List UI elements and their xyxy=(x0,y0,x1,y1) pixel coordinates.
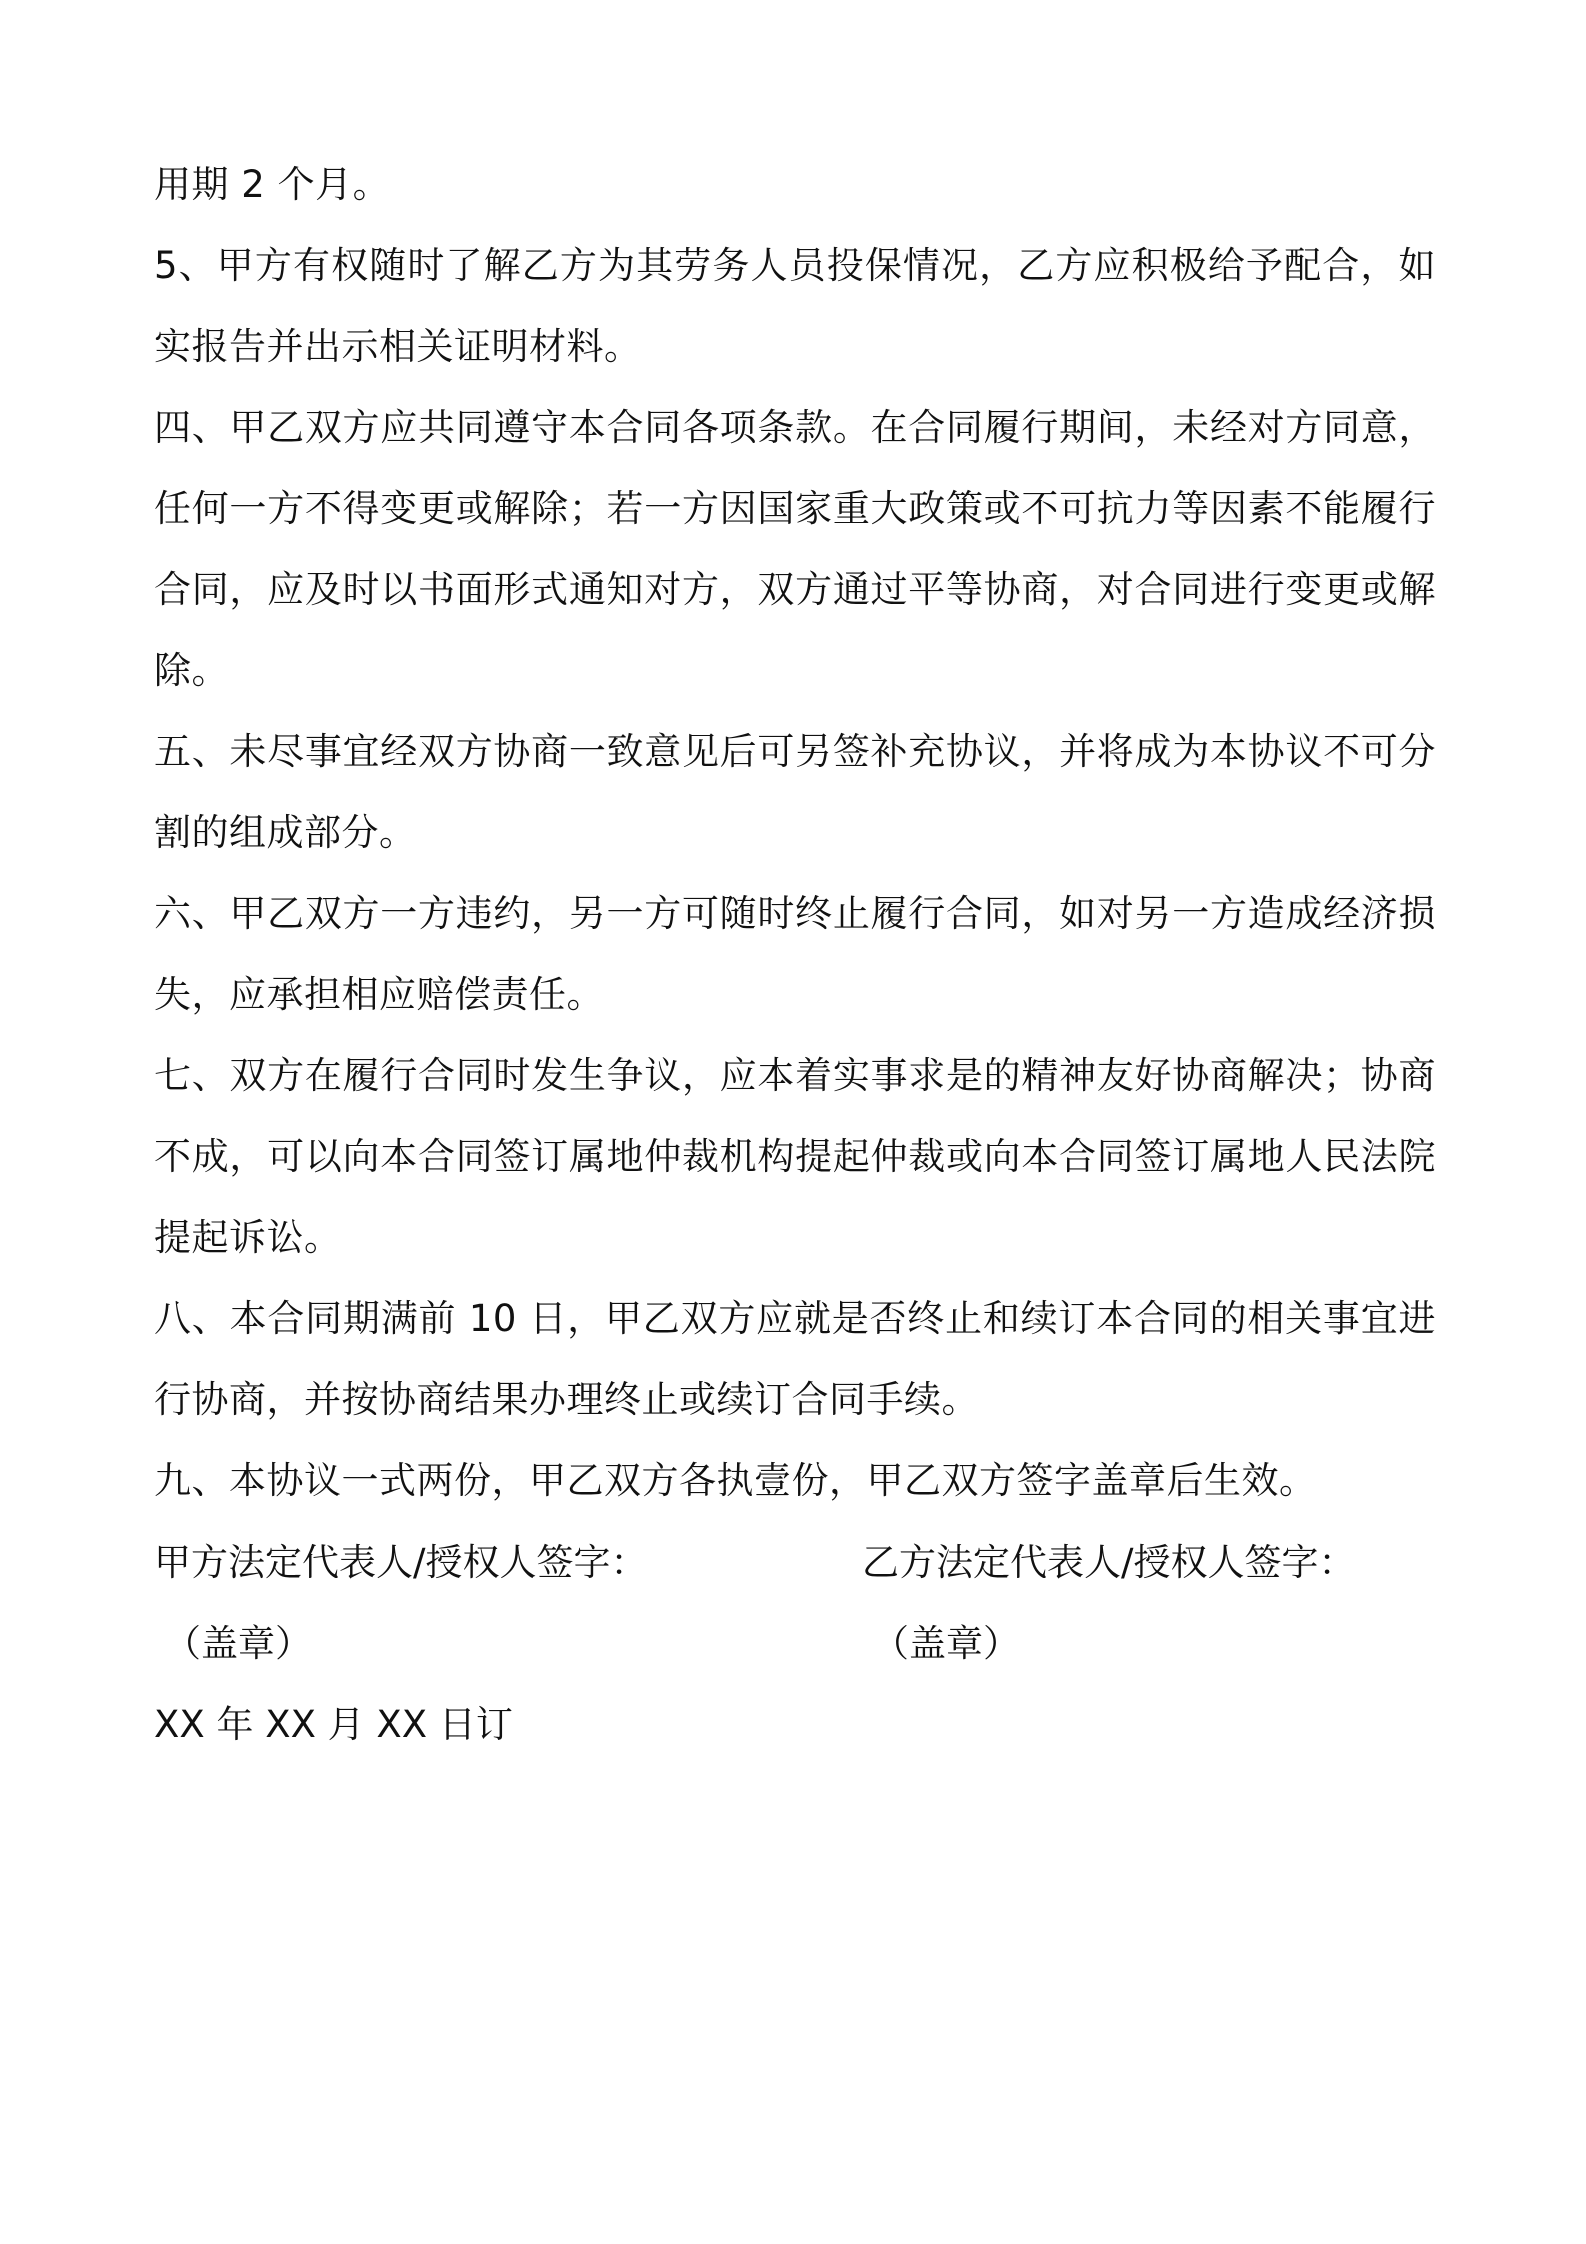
party-a-seal-label: （盖章） xyxy=(164,1622,312,1665)
seal-row xyxy=(154,1603,1436,1684)
signature-row xyxy=(154,1522,1436,1603)
paragraph-clause-4-compliance: 四、甲乙双方应共同遵守本合同各项条款。在合同履行期间，未经对方同意，任何一方不得变更或解除；若一方因国家重大政策或不可抗力等因素不能履行合同，应及时以书面形式通知对方，双方通过平等协商，对合同进行变更或解除。 xyxy=(154,406,1436,692)
party-b-seal-label: （盖章） xyxy=(872,1622,1020,1665)
paragraph-clause-5-supplement: 五、未尽事宜经双方协商一致意见后可另签补充协议，并将成为本协议不可分割的组成部分。 xyxy=(154,730,1436,854)
contract-body xyxy=(154,144,1436,1521)
paragraph-probation-period: 用期 2 个月。 xyxy=(154,163,391,206)
party-a-signature-label: 甲方法定代表人/授权人签字： xyxy=(154,1541,648,1584)
signing-date: XX 年 XX 月 XX 日订 xyxy=(154,1703,513,1746)
paragraph-clause-7-dispute: 七、双方在履行合同时发生争议，应本着实事求是的精神友好协商解决；协商不成，可以向本合同签订属地仲裁机构提起仲裁或向本合同签订属地人民法院提起诉讼。 xyxy=(154,1054,1436,1259)
paragraph-clause-8-renewal: 八、本合同期满前 10 日，甲乙双方应就是否终止和续订本合同的相关事宜进行协商，并按协商结果办理终止或续订合同手续。 xyxy=(154,1297,1436,1421)
party-b-signature-label: 乙方法定代表人/授权人签字： xyxy=(862,1541,1356,1584)
paragraph-clause-5-insurance: 5、甲方有权随时了解乙方为其劳务人员投保情况，乙方应积极给予配合，如实报告并出示相关证明材料。 xyxy=(154,244,1436,368)
paragraph-clause-9-copies: 九、本协议一式两份，甲乙双方各执壹份，甲乙双方签字盖章后生效。 xyxy=(154,1459,1317,1502)
paragraph-clause-6-breach: 六、甲乙双方一方违约，另一方可随时终止履行合同，如对另一方造成经济损失，应承担相应赔偿责任。 xyxy=(154,892,1436,1016)
